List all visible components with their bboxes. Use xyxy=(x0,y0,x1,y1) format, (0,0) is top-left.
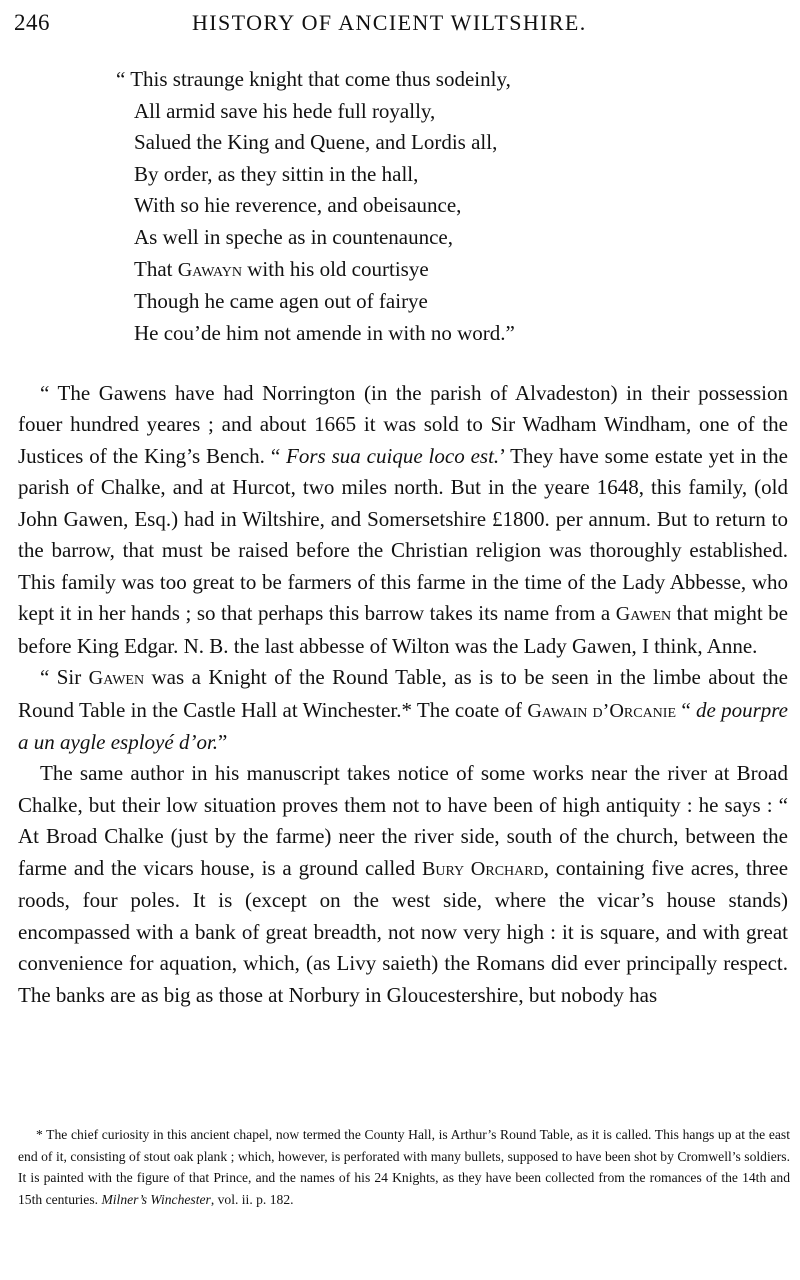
verse-line: With so hie reverence, and obeisaunce, xyxy=(134,193,462,218)
verse-text: That xyxy=(134,256,178,281)
running-head xyxy=(14,10,790,42)
verse-quotation xyxy=(116,64,736,349)
text-run: was a Knight of the Round Table, as is to be seen in the limbe about the Round Table in the Castle Hall at Winchester.* The coate of xyxy=(18,665,788,722)
french-blazon: de pourpre a un aygle esployé d’or. xyxy=(18,697,788,754)
paragraph-broad-chalke xyxy=(18,758,788,1011)
verse-line: As well in speche as in countenaunce, xyxy=(134,224,453,249)
text-run: ’ They have some estate yet in the parish of Chalke, and at Hurcot, two miles north. But in the yeare 1648, this family, (old John Gawen, Esq.) had in Wiltshire, and Somersetshire £1800. per annum. But to return to the barrow, that must be raised before the Christian religion was thoroughly established. This family was too great to be farmers of this farme in the time of the Lady Abbesse, who kept it in her hands ; so that perhaps this barrow takes its name from a xyxy=(18,443,788,626)
text-run: that might be before King Edgar. N. B. the last abbesse of Wilton was the Lady Gawen, I think, Anne. xyxy=(18,601,788,658)
footnote-text xyxy=(18,1124,790,1210)
verse-line: Salued the King and Quene, and Lordis all, xyxy=(134,130,498,155)
place-smallcaps: Bury Orchard xyxy=(421,857,544,880)
verse-line: By order, as they sittin in the hall, xyxy=(134,161,419,186)
page-number: 246 xyxy=(14,10,50,35)
paragraph-round-table xyxy=(18,662,788,758)
text-run: * The chief curiosity in this ancient chapel, now termed the County Hall, is Arthur’s Round Table, as it is called. This hangs up at the east end of it, consisting of stout oak plank ; which, however, is perforated with many bullets, supposed to have been shot by Cromwell’s soldiers. It is painted with the figure of that Prince, and the names of his 24 Knights, as they have been collected from the romances of the 14th and 15th centuries. xyxy=(18,1127,790,1207)
verse-line: “ This straunge knight that come thus sodeinly, xyxy=(116,67,511,91)
name-smallcaps: Gawen xyxy=(88,667,145,690)
text-run: “ xyxy=(676,697,696,722)
verse-name-smallcaps: Gawayn xyxy=(177,258,242,281)
name-smallcaps: Gawain d’Orcanie xyxy=(527,699,676,722)
text-run: The same author in his manuscript takes notice of some works near the river at Broad Chalke, but their low situation proves them not to have been of high antiquity : he says : “ At Broad Chalke (just by the farme) neer the river side, south of the church, between the farme and the vicars house, is a ground called xyxy=(18,761,788,880)
text-run: ” xyxy=(218,729,228,754)
name-smallcaps: Gawen xyxy=(615,603,672,626)
footnote xyxy=(18,1124,790,1210)
paragraph-gawens xyxy=(18,378,788,662)
verse-line: All armid save his hede full royally, xyxy=(134,98,436,123)
citation-title: Milner’s Winchester xyxy=(101,1191,211,1207)
running-title: HISTORY OF ANCIENT WILTSHIRE. xyxy=(192,10,587,35)
verse-line: Though he came agen out of fairye xyxy=(134,289,428,314)
verse-line: He cou’de him not amende in with no word.” xyxy=(134,320,515,345)
body-text xyxy=(18,378,788,1011)
verse-text: with his old courtisye xyxy=(242,256,429,281)
text-run: “ The Gawens have had Norrington (in the parish of Alvadeston) in their possession fouer hundred yeares ; and about 1665 it was sold to Sir Wadham Windham, one of the Justices of the King’s Bench. “ xyxy=(18,381,788,468)
text-run: , containing five acres, three roods, four poles. It is (except on the west side, where the vicar’s house stands) encompassed with a bank of great breadth, not now very high : it is square, and with great convenience for aquation, which, (as Livy saieth) the Romans did ever principally respect. The banks are as big as those at Norbury in Gloucestershire, but nobody has xyxy=(18,855,789,1007)
text-run: , vol. ii. p. 182. xyxy=(210,1191,294,1207)
latin-quote: Fors sua cuique loco est. xyxy=(286,443,500,468)
text-run: “ Sir xyxy=(40,665,89,690)
verse-line xyxy=(116,254,736,287)
